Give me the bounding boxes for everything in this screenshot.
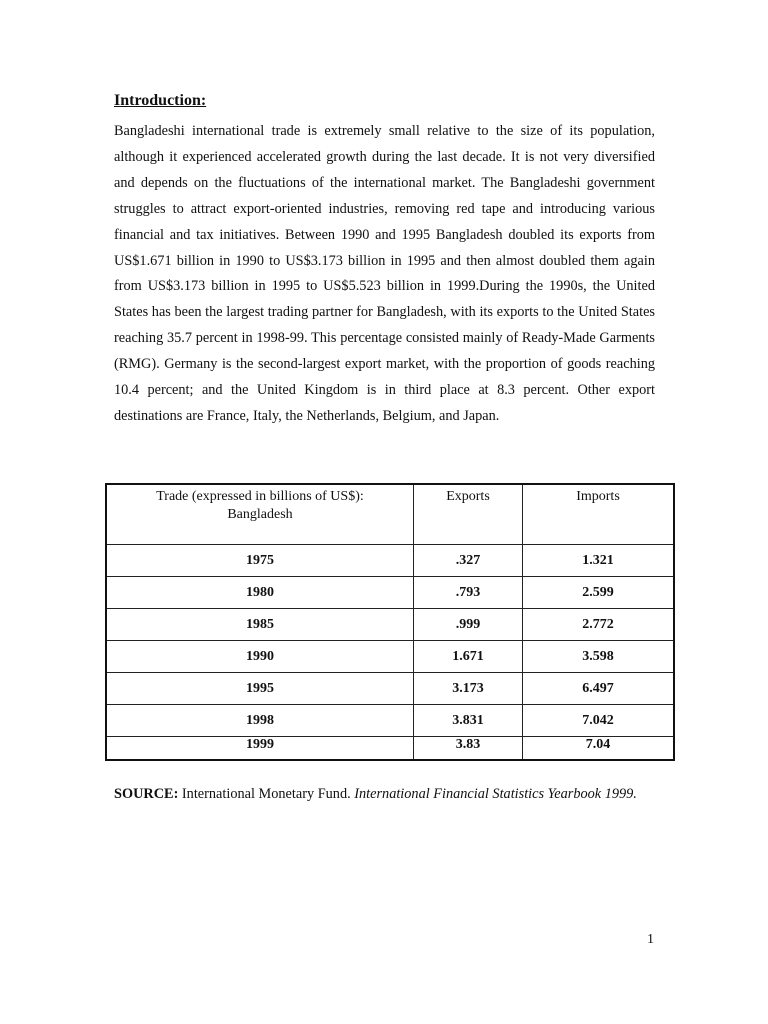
imports-cell: 7.04 [523, 737, 675, 761]
year-cell: 1975 [106, 545, 414, 577]
table-row [106, 641, 674, 673]
table-row [106, 737, 674, 761]
exports-cell: 3.831 [414, 705, 523, 737]
table-row [106, 609, 674, 641]
header-title-line1: Trade (expressed in billions of US$): [156, 489, 364, 504]
table-row [106, 673, 674, 705]
table-header-row [106, 484, 674, 545]
header-exports: Exports [414, 484, 523, 545]
year-cell: 1980 [106, 577, 414, 609]
exports-cell: 1.671 [414, 641, 523, 673]
table-row [106, 577, 674, 609]
exports-cell: .327 [414, 545, 523, 577]
year-cell: 1995 [106, 673, 414, 705]
imports-cell: 7.042 [523, 705, 675, 737]
year-cell: 1999 [106, 737, 414, 761]
source-title: International Financial Statistics Yearbook 1999. [354, 786, 637, 802]
trade-table [105, 483, 675, 761]
year-cell: 1998 [106, 705, 414, 737]
header-trade [106, 484, 414, 545]
exports-cell: 3.173 [414, 673, 523, 705]
intro-paragraph: Bangladeshi international trade is extremely small relative to the size of its population, although it experienced accelerated growth during the last decade. It is not very diversified and depends on the fluctuations of the international market. The Bangladeshi government struggles to attract export-oriented industries, removing red tape and introducing various financial and tax initiatives. Between 1990 and 1995 Bangladesh doubled its exports from US$1.671 billion in 1990 to US$3.173 billion in 1995 and then almost doubled them again from US$3.173 billion in 1995 to US$5.523 billion in 1999.During the 1990s, the United States has been the largest trading partner for Bangladesh, with its exports to the United States reaching 35.7 percent in 1998-99. This percentage consisted mainly of Ready-Made Garments (RMG). Germany is the second-largest export market, with the proportion of goods reaching 10.4 percent; and the United Kingdom is in third place at 8.3 percent. Other export destinations are France, Italy, the Netherlands, Belgium, and Japan. [114, 123, 655, 424]
imports-cell: 3.598 [523, 641, 675, 673]
header-imports: Imports [523, 484, 675, 545]
imports-cell: 6.497 [523, 673, 675, 705]
exports-cell: .999 [414, 609, 523, 641]
year-cell: 1985 [106, 609, 414, 641]
table-row [106, 545, 674, 577]
page-number: 1 [647, 932, 654, 947]
source-publisher: International Monetary Fund. [181, 786, 351, 802]
header-title-line2: Bangladesh [227, 507, 293, 522]
source-label: SOURCE: [114, 786, 179, 802]
imports-cell: 2.599 [523, 577, 675, 609]
table-row [106, 705, 674, 737]
exports-cell: .793 [414, 577, 523, 609]
exports-cell: 3.83 [414, 737, 523, 761]
imports-cell: 1.321 [523, 545, 675, 577]
section-heading: Introduction: [114, 92, 207, 109]
imports-cell: 2.772 [523, 609, 675, 641]
year-cell: 1990 [106, 641, 414, 673]
source-citation [114, 785, 654, 804]
